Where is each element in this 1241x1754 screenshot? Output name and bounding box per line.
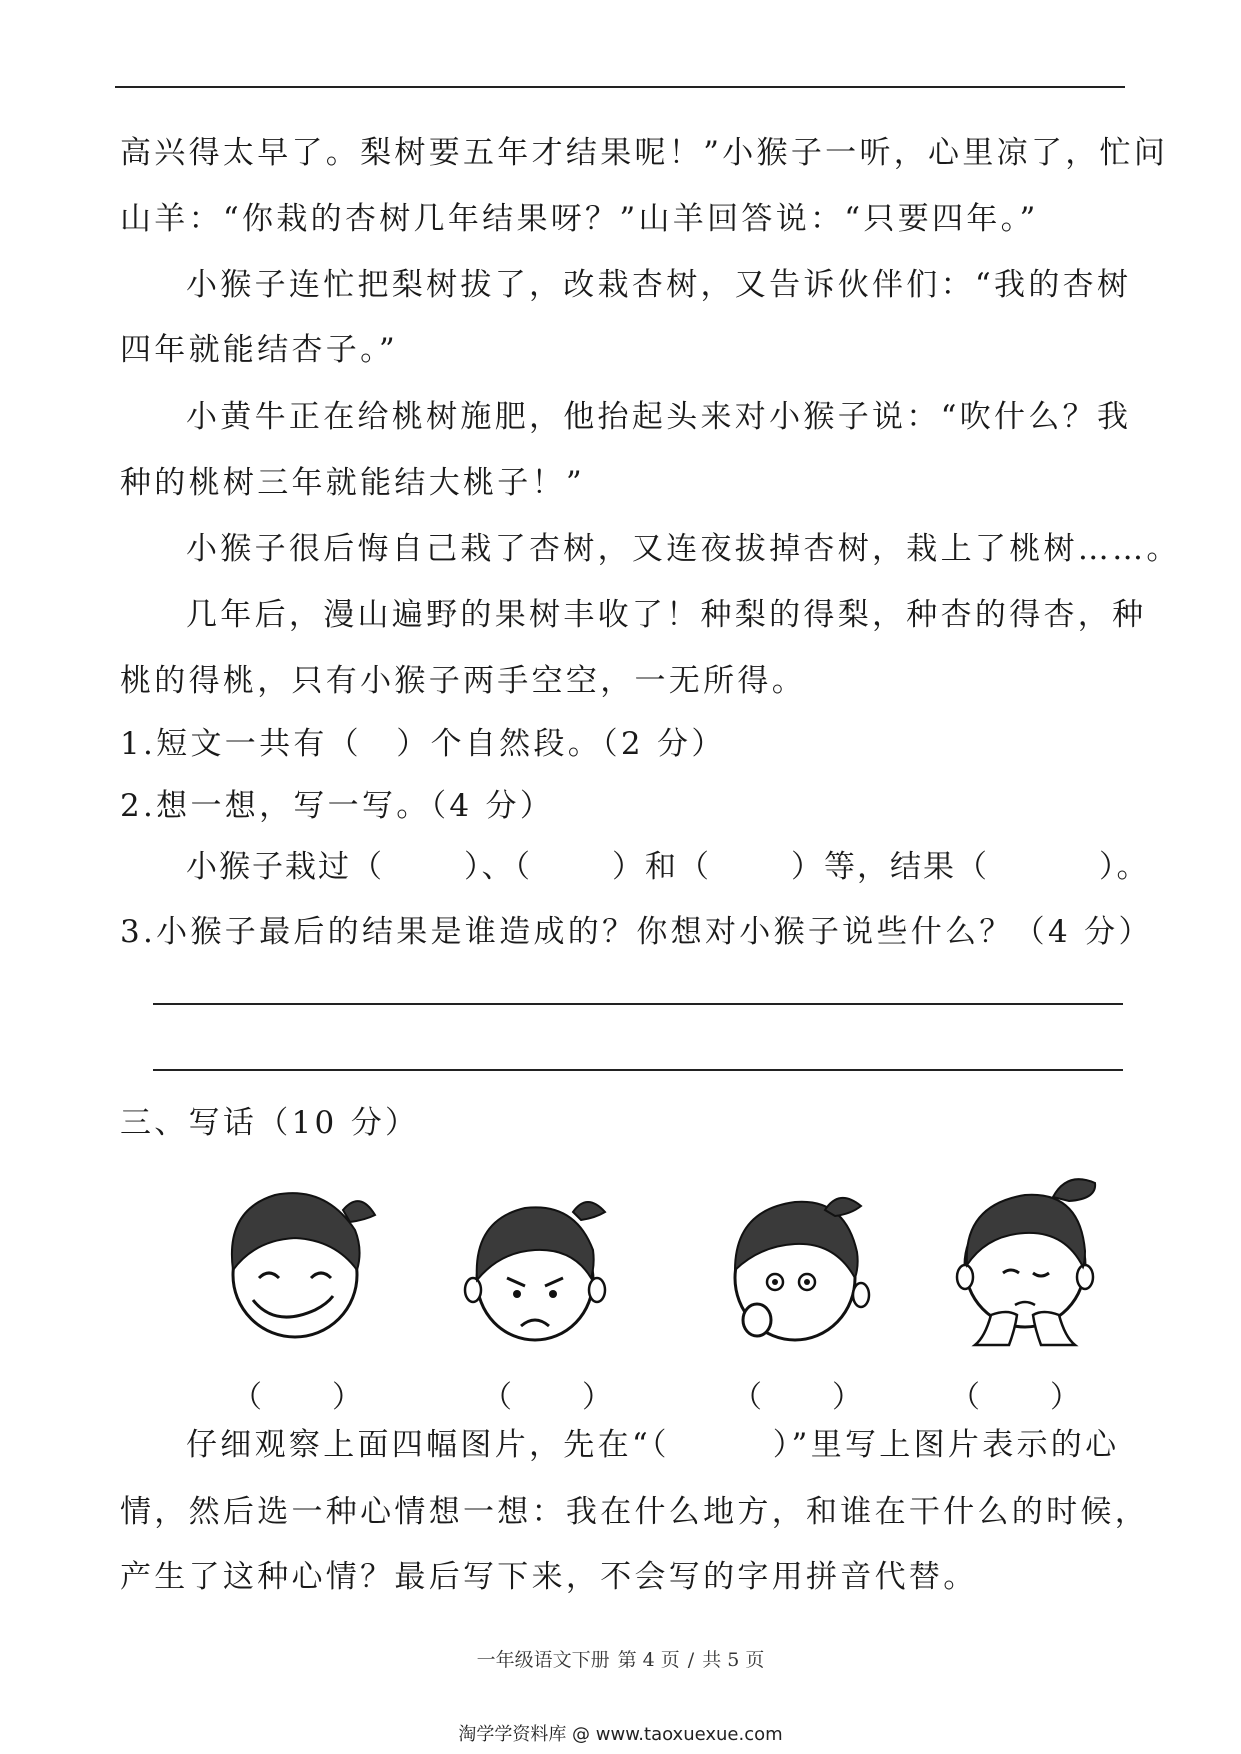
passage-line: 种的桃树三年就能结大桃子！” [120,465,586,501]
passage-line: 小猴子连忙把梨树拔了，改栽杏树，又告诉伙伴们：“我的杏树 [186,267,1132,303]
passage-line: 四年就能结杏子。” [120,332,399,368]
blank-text: ）。 [1099,849,1150,885]
face-answer-2[interactable]: （ ） [482,1380,612,1415]
sad-face-icon [945,1165,1115,1355]
question-1: 1.短文一共有（ ）个自然段。（2 分） [120,726,726,762]
surprised-face-icon [715,1170,885,1350]
happy-face-icon [215,1170,385,1350]
blank-text: 小猴子栽过（ [186,849,384,885]
footer-book: 一年级语文下册 [476,1649,610,1671]
question-3: 3.小猴子最后的结果是谁造成的？你想对小猴子说些什么？（4 分） [120,914,1153,950]
instruction-line: 情，然后选一种心情想一想：我在什么地方，和谁在干什么的时候， [120,1494,1149,1530]
watermark: 淘学学资料库 @ www.taoxuexue.com [458,1724,783,1745]
footer-sep: / [687,1649,695,1671]
footer-total: 共 5 页 [702,1649,765,1671]
passage-line: 山羊：“你栽的杏树几年结果呀？”山羊回答说：“只要四年。” [120,201,1039,237]
blank-text: ）等，结果（ [791,849,989,885]
instruction-line: 产生了这种心情？最后写下来，不会写的字用拼音代替。 [120,1559,978,1595]
footer-page: 第 4 页 [617,1649,680,1671]
passage-line: 高兴得太早了。梨树要五年才结果呢！”小猴子一听，心里凉了，忙问 [120,135,1169,171]
face-answer-3[interactable]: （ ） [732,1380,862,1415]
header-rule [115,86,1125,88]
instruction-line: 仔细观察上面四幅图片，先在“（ ）”里写上图片表示的心 [186,1427,1120,1463]
passage-line: 几年后，漫山遍野的果树丰收了！种梨的得梨，种杏的得杏，种 [186,597,1147,633]
angry-face-icon [455,1170,625,1350]
face-answer-4[interactable]: （ ） [950,1380,1080,1415]
section-heading: 三、写话（10 分） [120,1105,420,1141]
answer-line[interactable] [153,1003,1123,1005]
question-2: 2.想一想，写一写。（4 分） [120,788,555,824]
face-answer-1[interactable]: （ ） [232,1380,362,1415]
answer-line[interactable] [153,1069,1123,1071]
page-footer [0,1645,1241,1672]
passage-line: 桃的得桃，只有小猴子两手空空，一无所得。 [120,663,806,699]
blank-text: ）、（ [464,849,532,885]
passage-line: 小猴子很后悔自己栽了杏树，又连夜拔掉杏树，栽上了桃树……。 [186,531,1181,567]
passage-line: 小黄牛正在给桃树施肥，他抬起头来对小猴子说：“吹什么？我 [186,399,1132,435]
blank-text: ）和（ [612,849,711,885]
question-2-blanks [186,845,1150,889]
